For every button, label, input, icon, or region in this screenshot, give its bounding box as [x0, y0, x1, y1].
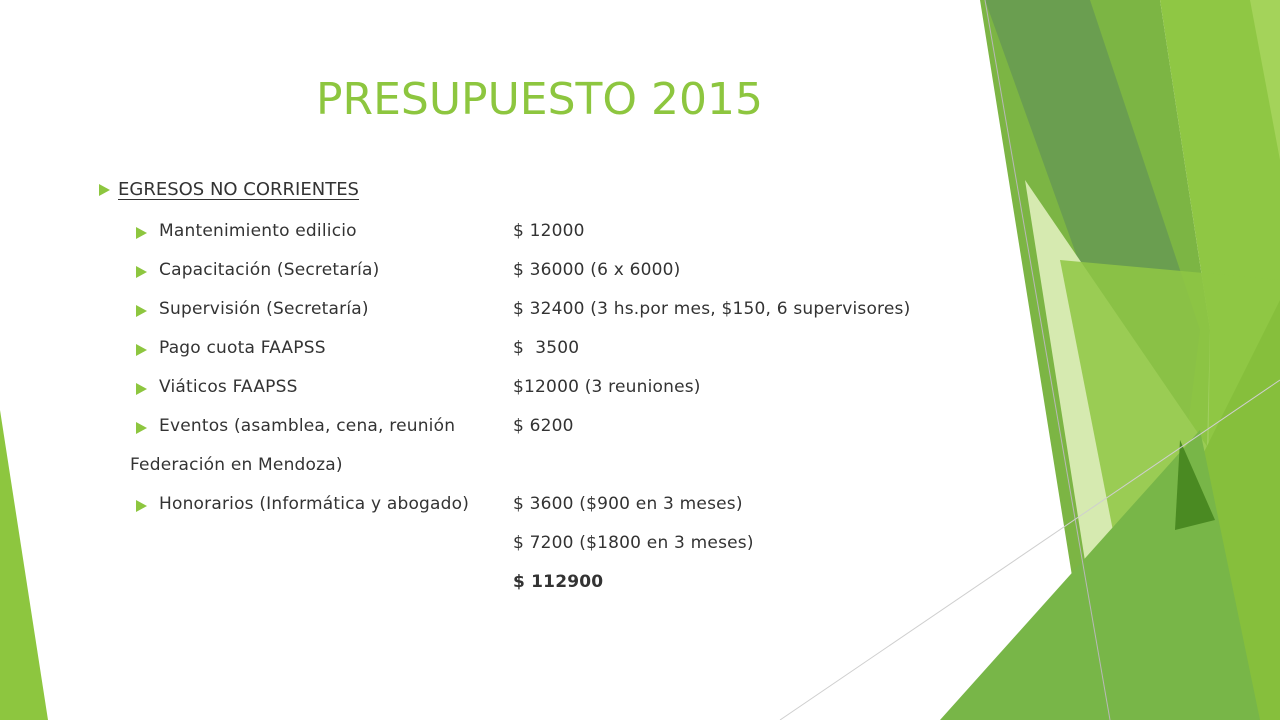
- section-heading: EGRESOS NO CORRIENTES: [118, 179, 359, 200]
- item-value: $ 32400 (3 hs.por mes, $150, 6 supervisores): [513, 299, 911, 319]
- item-label: Viáticos FAAPSS: [159, 377, 298, 397]
- bullet-arrow-icon: [136, 305, 147, 317]
- bullet-arrow-icon: [136, 344, 147, 356]
- bullet-arrow-icon: [99, 184, 110, 196]
- item-value: $ 3500: [513, 338, 580, 358]
- item-value: $ 12000: [513, 221, 585, 241]
- item-value-extra: $ 7200 ($1800 en 3 meses): [513, 533, 754, 553]
- item-value: $ 36000 (6 x 6000): [513, 260, 681, 280]
- bullet-arrow-icon: [136, 500, 147, 512]
- item-label: Capacitación (Secretaría): [159, 260, 380, 280]
- bullet-arrow-icon: [136, 383, 147, 395]
- total-value: $ 112900: [513, 572, 604, 592]
- item-label: Pago cuota FAAPSS: [159, 338, 326, 358]
- item-value: $ 3600 ($900 en 3 meses): [513, 494, 743, 514]
- item-label-continuation: Federación en Mendoza): [130, 455, 343, 475]
- item-label: Honorarios (Informática y abogado): [159, 494, 470, 514]
- item-value: $12000 (3 reuniones): [513, 377, 701, 397]
- item-label: Mantenimiento edilicio: [159, 221, 357, 241]
- bullet-arrow-icon: [136, 266, 147, 278]
- item-label: Eventos (asamblea, cena, reunión: [159, 416, 456, 436]
- bullet-arrow-icon: [136, 422, 147, 434]
- bullet-arrow-icon: [136, 227, 147, 239]
- slide-title: PRESUPUESTO 2015: [316, 74, 763, 125]
- item-value: $ 6200: [513, 416, 574, 436]
- item-label: Supervisión (Secretaría): [159, 299, 369, 319]
